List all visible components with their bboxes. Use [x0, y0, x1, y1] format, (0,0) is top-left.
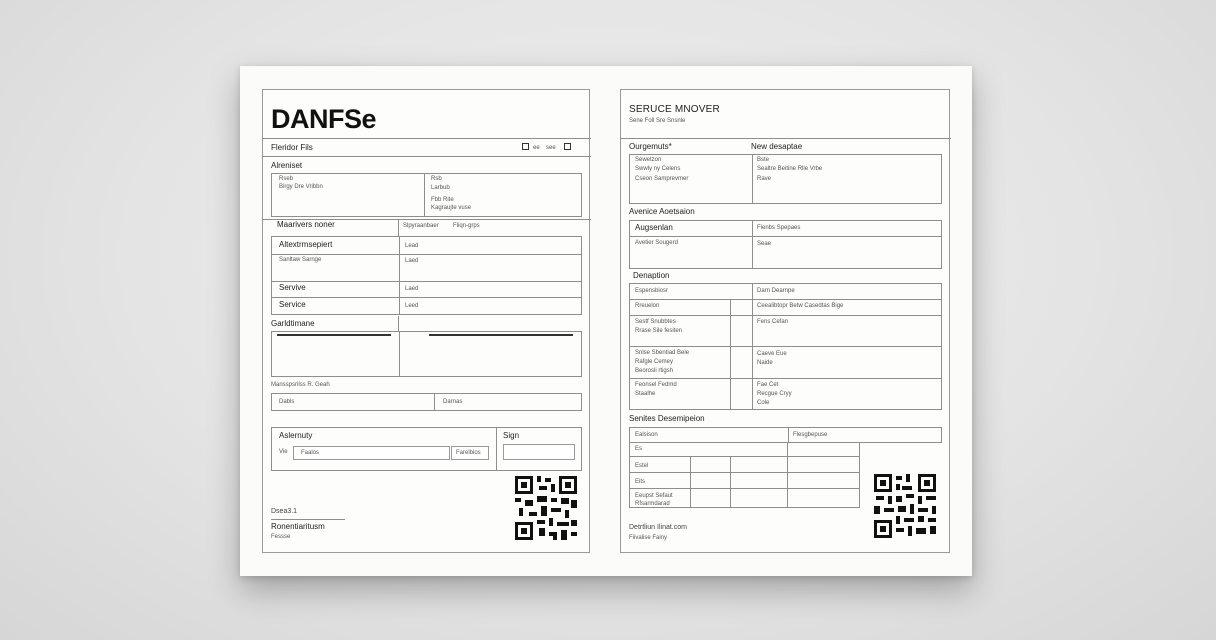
party-field: Birgy Dre Vribbn: [279, 184, 323, 190]
party-field: Kagraujte vuse: [431, 205, 472, 211]
party-field: Rseb: [279, 176, 294, 182]
qr-code-icon: [874, 474, 936, 538]
service-row-label: Sanltaw Sarnge: [279, 257, 322, 263]
service-form: [620, 89, 950, 553]
service-row-label: Service: [279, 300, 306, 309]
dados-field: Darnas: [443, 399, 463, 405]
footer-site: Ronentiaritusm: [271, 522, 325, 531]
sign-input[interactable]: [503, 444, 575, 460]
grid-cell: Es: [635, 446, 643, 452]
grid-cell: Eits: [635, 479, 646, 485]
service-row-value: Laed: [405, 286, 419, 292]
column-head: Ourgemuts*: [629, 142, 672, 151]
party-field: Larbub: [431, 185, 450, 191]
grid-cell: Estel: [635, 463, 649, 469]
divider: [263, 138, 591, 139]
grid-header: [629, 427, 942, 443]
client-field: Sealtre Beitine Rlle Vrbe: [757, 166, 823, 172]
desc-row-label: Rreuelon: [635, 303, 660, 309]
column-head: New desaptae: [751, 142, 803, 151]
document-title: DANFSe: [271, 104, 377, 134]
desc-row-value: Fens Cefan: [757, 319, 789, 325]
footer-note: Fessse: [271, 534, 291, 540]
section-title-a: Alreniset: [271, 161, 303, 170]
signature-line: [429, 334, 573, 336]
qr-code-icon: [515, 476, 577, 540]
client-field: Bste: [757, 157, 770, 163]
desc-row-value: Ceealibtopr Betw Casedtas Bige: [757, 303, 844, 309]
service-row-value: Leed: [405, 303, 419, 309]
party-box: [271, 173, 582, 217]
aug-value: Seae: [757, 241, 772, 247]
service-row-label: Altextrmsepiert: [279, 240, 333, 249]
checkbox-b-label: see: [546, 145, 556, 151]
desc-row-label: Snlse Sbentiad Bele Rafgle Cemey Beorosli rtigsh: [635, 350, 690, 374]
client-field: Rave: [757, 176, 772, 182]
members-label: Maarivers noner: [277, 220, 335, 229]
desc-row-value: Darn Dearnpe: [757, 288, 795, 294]
desc-row-label: Espensbiosr: [635, 288, 669, 294]
divider: [263, 156, 591, 157]
footer-note: Fiivalise Fainy: [629, 535, 668, 541]
header-label: Fleridor Fils: [271, 143, 313, 152]
service-row-value: Laed: [405, 258, 419, 264]
sign-title: Sign: [503, 431, 520, 440]
aug-label: Avetier Sougerd: [635, 240, 678, 246]
footer-code: Dsea3.1: [271, 508, 298, 515]
section-title-a: Avenice Aoetsaion: [629, 207, 695, 216]
checkbox-a[interactable]: [522, 143, 529, 150]
dados-box: [271, 393, 582, 411]
checkbox-a-label: ee: [533, 145, 540, 151]
grid-header-cell: Flesgbepuse: [793, 432, 828, 438]
aug-value: Fienbs Spepaes: [757, 225, 801, 231]
client-field: Sewetzon: [635, 157, 662, 163]
small-label: Mansspsrilss R. Geah: [271, 382, 330, 388]
desc-row-label: Feonsel Fedmd Staalhe: [635, 382, 677, 397]
party-field: Rsb: [431, 176, 442, 182]
party-field: Fbb Rite: [431, 197, 454, 203]
service-row-label: Servive: [279, 283, 306, 292]
footer-site: Detrtliun Ilinat.com: [629, 524, 687, 531]
authority-title: Aslernuty: [279, 431, 313, 440]
signature-line: [277, 334, 391, 336]
notes-box: [271, 331, 582, 377]
desc-row-value: Caeve Eue Naide: [757, 351, 787, 366]
members-value: Fliqn-grps: [453, 223, 480, 229]
grid-header-cell: Ealsison: [635, 432, 658, 438]
danfse-form: [262, 89, 590, 553]
document-sheet: [240, 66, 972, 576]
grid-cell: Eeupst Sefaut Rfsarmdarad: [635, 493, 673, 507]
desc-row-label: Sestf Snubbtes Rrase Sile fesiten: [635, 319, 683, 334]
authority-v: Vie: [279, 449, 288, 455]
aug-label: Augsenlan: [635, 223, 673, 232]
authority-input-value: Faalos: [301, 450, 320, 456]
authority-input-value: Farelbios: [456, 450, 481, 456]
client-field: Cseon Samprevmer: [635, 176, 689, 182]
service-row-value: Lead: [405, 243, 419, 249]
client-field: Swwly ny Celens: [635, 166, 681, 172]
section-title-b: Denaption: [633, 271, 670, 280]
document-title: SERUCE MNOVER: [629, 104, 720, 115]
dados-field: Dabls: [279, 399, 295, 405]
members-value: Slpyraanbaer: [403, 223, 439, 229]
document-subtitle: Sene Foll Sre Snsnle: [629, 118, 686, 124]
section-title-b: Garldtimane: [271, 319, 315, 328]
section-title-c: Senites Desemipeion: [629, 414, 705, 423]
checkbox-b[interactable]: [564, 143, 571, 150]
desc-row-value: Fae Cet Recgue Cryy Cole: [757, 382, 792, 406]
